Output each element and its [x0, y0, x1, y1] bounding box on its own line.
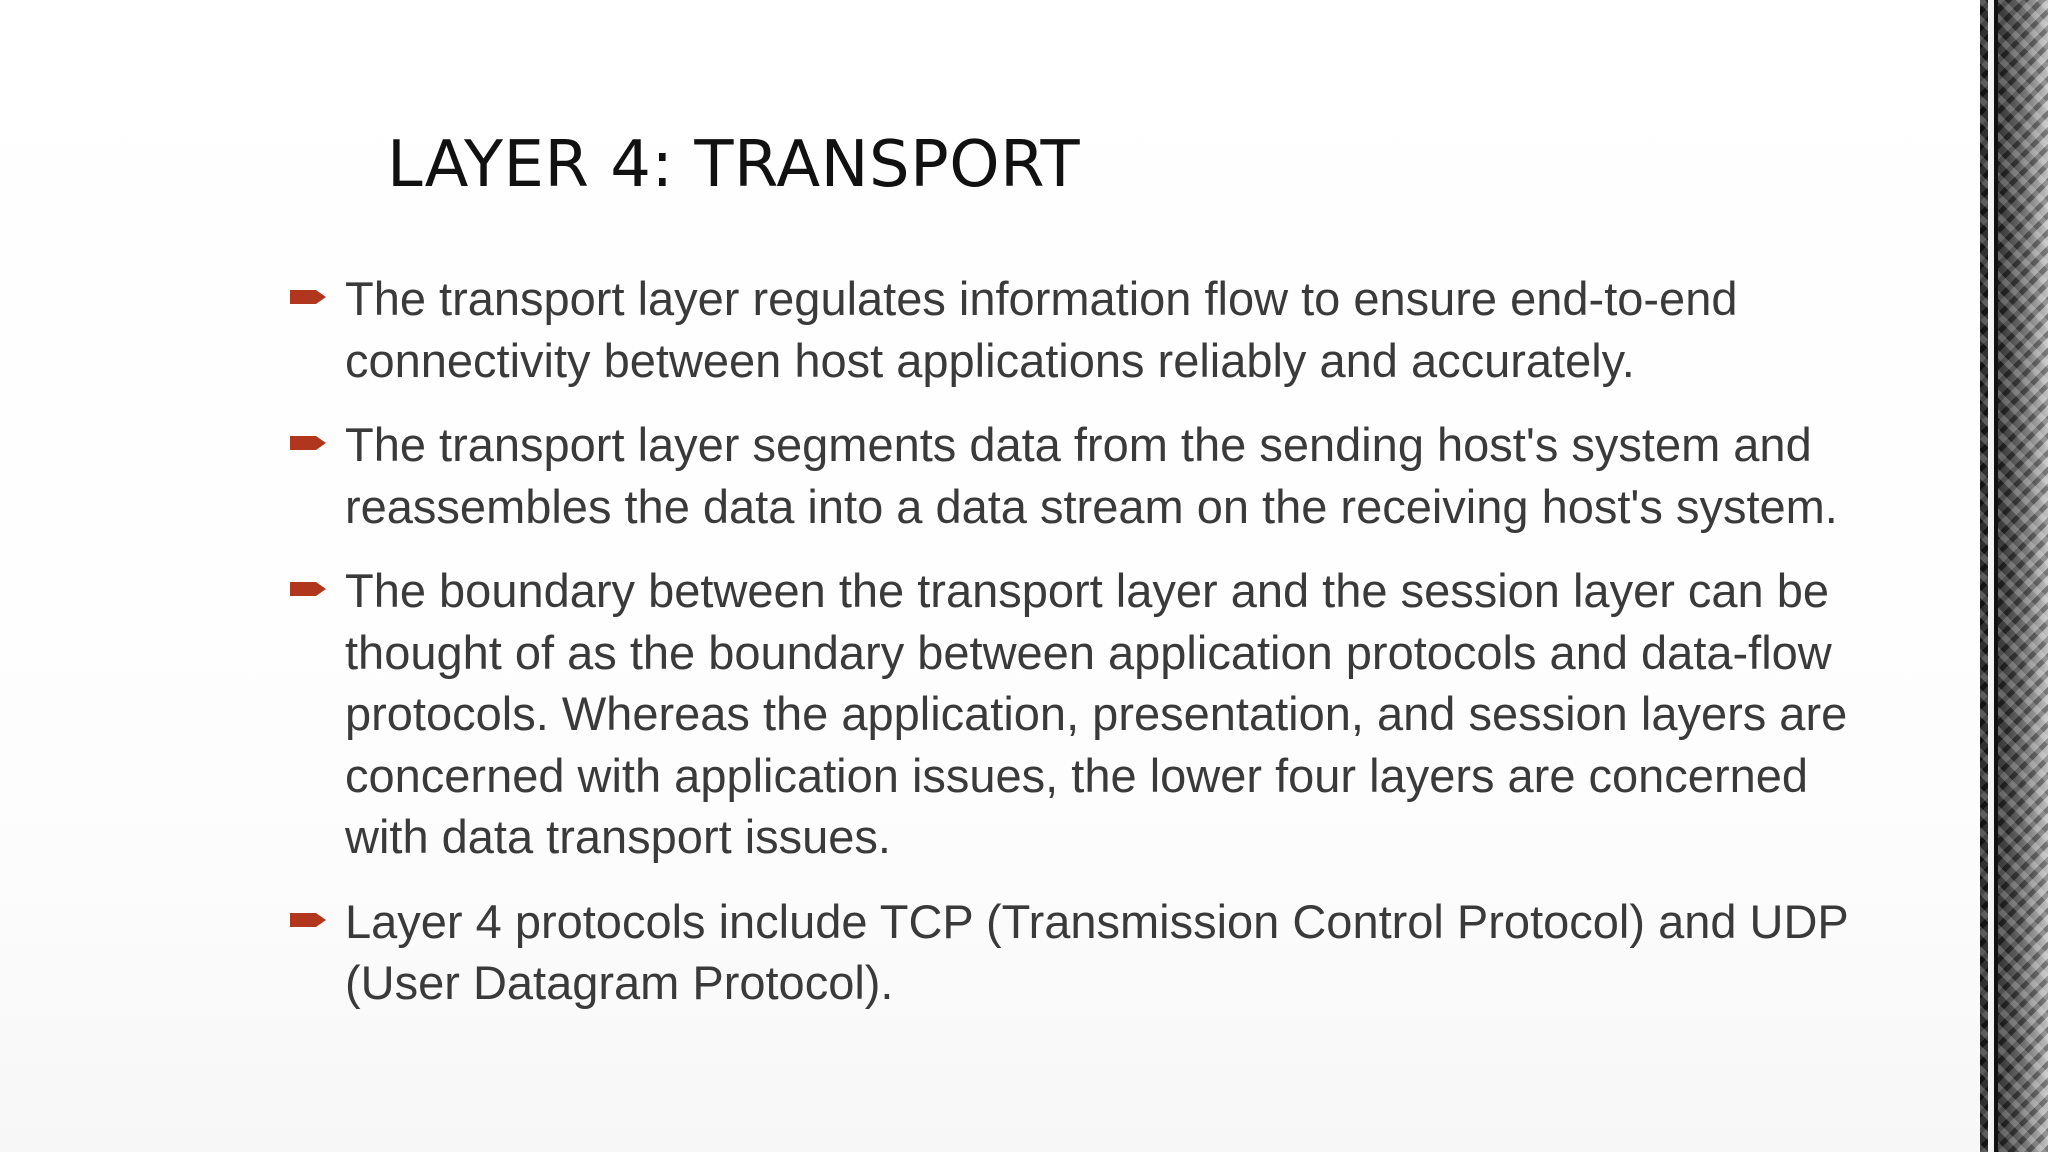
bullet-item-1: [290, 268, 2048, 391]
bullet-item-4: [290, 891, 2048, 1014]
bullet-list: [290, 268, 2048, 1037]
slide-title: LAYER 4: TRANSPORT: [387, 128, 1081, 202]
right-arrow-bullet-icon: [290, 911, 328, 929]
bullet-text: Layer 4 protocols include TCP (Transmission Control Protocol) and UDP (User Datagram Protocol).: [345, 894, 1849, 1009]
bullet-text: The transport layer segments data from the sending host's system and reassembles the data into a data stream on the receiving host's system.: [345, 418, 1838, 533]
bullet-text: The boundary between the transport layer and the session layer can be thought of as the boundary between application protocols and data-flow protocols. Whereas the application, presentation, and session layers are concerned with application issues, the lower four layers are concerned with data transport issues.: [345, 564, 1848, 863]
bullet-item-2: [290, 414, 2048, 537]
right-arrow-bullet-icon: [290, 580, 328, 598]
bullet-text: The transport layer regulates information flow to ensure end-to-end connectivity between host applications reliably and accurately.: [345, 272, 1738, 387]
right-arrow-bullet-icon: [290, 288, 328, 306]
right-arrow-bullet-icon: [290, 434, 328, 452]
bullet-item-3: [290, 560, 2048, 868]
